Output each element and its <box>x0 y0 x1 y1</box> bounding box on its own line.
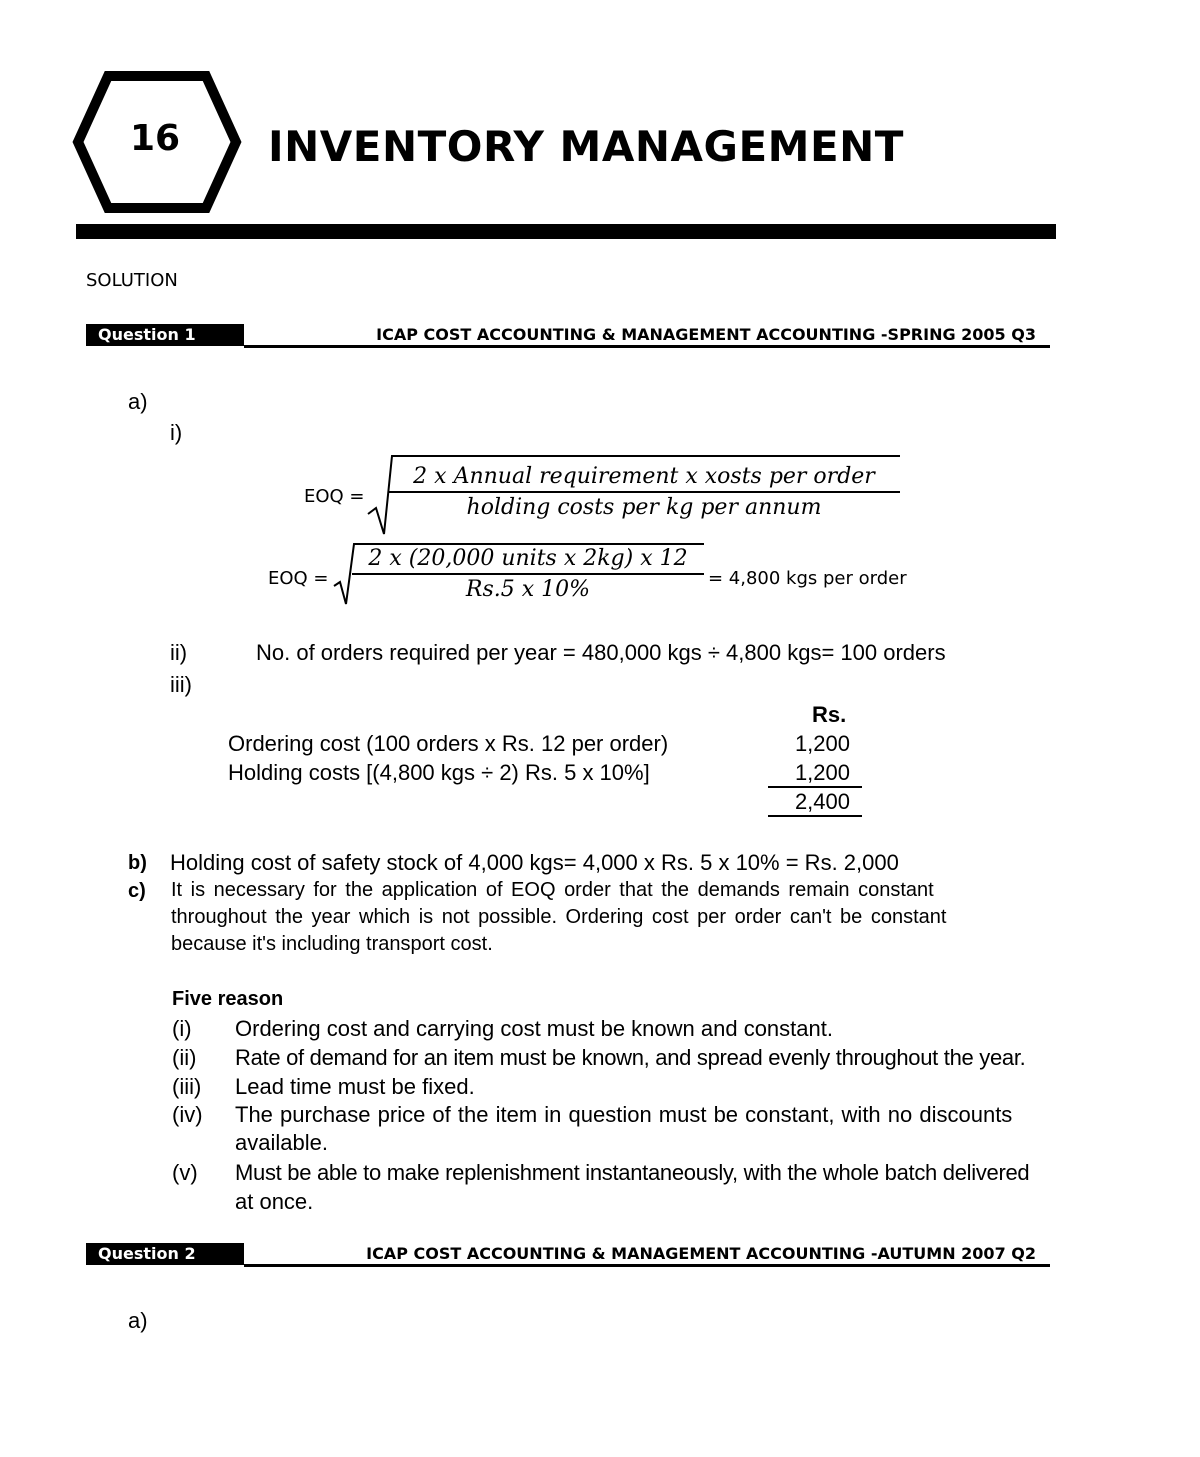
table-row-label: Holding costs [(4,800 kgs ÷ 2) Rs. 5 x 10%] <box>228 760 650 785</box>
section-label: SOLUTION <box>86 270 178 291</box>
part-i-label: i) <box>170 420 183 445</box>
reason-number: (ii) <box>172 1045 197 1070</box>
part-ii-label: ii) <box>170 640 188 665</box>
question-2-part-a-label: a) <box>128 1308 148 1333</box>
question-2-rule <box>244 1264 1050 1267</box>
reason-number: (v) <box>172 1160 198 1185</box>
eoq-formula-fraction <box>388 464 900 520</box>
eoq-formula-numerator: 2 x Annual requirement x xosts per order <box>413 464 875 489</box>
reason-number: (i) <box>172 1016 192 1041</box>
part-c-line: It is necessary for the application of EOQ order that the demands remain constant <box>171 879 934 901</box>
part-iii-label: iii) <box>170 672 192 697</box>
question-2-source: ICAP COST ACCOUNTING & MANAGEMENT ACCOUNTING -AUTUMN 2007 Q2 <box>366 1244 1036 1263</box>
part-c-line: because it's including transport cost. <box>171 933 493 955</box>
fraction-bar <box>352 573 704 575</box>
question-1-header <box>86 324 1050 348</box>
question-1-rule <box>244 345 1050 348</box>
eoq-calc-label: EOQ = <box>268 568 329 589</box>
reason-number: (iv) <box>172 1102 203 1127</box>
table-total-value: 2,400 <box>794 789 850 814</box>
reason-text: available. <box>235 1130 328 1155</box>
eoq-calc-numerator: 2 x (20,000 units x 2kg) x 12 <box>368 546 688 571</box>
table-row-value: 1,200 <box>794 731 850 756</box>
part-b-text: Holding cost of safety stock of 4,000 kgs= 4,000 x Rs. 5 x 10% = Rs. 2,000 <box>170 850 899 875</box>
chapter-number: 16 <box>130 118 181 159</box>
chapter-title: INVENTORY MANAGEMENT <box>268 122 904 171</box>
reason-text: Ordering cost and carrying cost must be known and constant. <box>235 1016 833 1041</box>
reason-text: Lead time must be fixed. <box>235 1074 475 1099</box>
table-row-value: 1,200 <box>794 760 850 785</box>
eoq-formula-denominator: holding costs per kg per annum <box>466 495 822 520</box>
part-c-line: throughout the year which is not possible. Ordering cost per order can't be constant <box>171 906 947 928</box>
part-a-label: a) <box>128 389 148 414</box>
table-row-label: Ordering cost (100 orders x Rs. 12 per order) <box>228 731 669 756</box>
reason-text: Must be able to make replenishment instantaneously, with the whole batch delivered <box>235 1160 1030 1185</box>
question-2-header <box>86 1243 1050 1267</box>
question-2-label: Question 2 <box>86 1243 244 1265</box>
reason-number: (iii) <box>172 1074 202 1099</box>
fraction-bar <box>388 491 900 493</box>
part-c-label: c) <box>128 880 146 902</box>
reason-text: The purchase price of the item in question must be constant, with no discounts <box>235 1102 1013 1127</box>
header-rule <box>76 224 1056 239</box>
part-b-label: b) <box>128 852 147 874</box>
reason-text: at once. <box>235 1189 314 1214</box>
eoq-calc-result: = 4,800 kgs per order <box>708 568 907 589</box>
total-rule <box>768 815 862 817</box>
eoq-calc-denominator: Rs.5 x 10% <box>465 577 591 602</box>
reason-text: Rate of demand for an item must be known, and spread evenly throughout the year. <box>235 1045 1026 1070</box>
eoq-calc-fraction <box>352 546 704 602</box>
question-1-source: ICAP COST ACCOUNTING & MANAGEMENT ACCOUNTING -SPRING 2005 Q3 <box>376 325 1036 344</box>
question-1-label: Question 1 <box>86 324 244 346</box>
orders-required-text: No. of orders required per year = 480,000 kgs ÷ 4,800 kgs= 100 orders <box>256 640 946 665</box>
subtotal-rule <box>768 786 862 788</box>
eoq-formula-label: EOQ = <box>304 486 365 507</box>
five-reason-heading: Five reason <box>172 988 284 1010</box>
currency-header: Rs. <box>812 702 847 727</box>
